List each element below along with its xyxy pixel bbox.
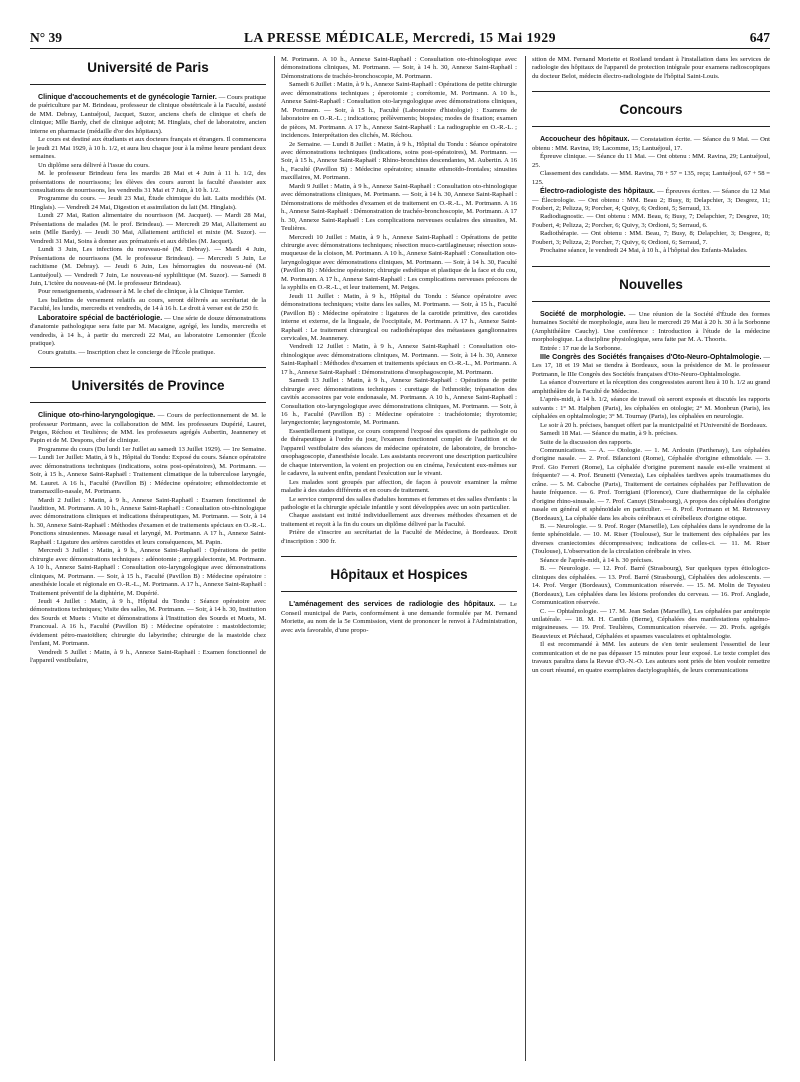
paragraph: Le soir à 20 h. précises, banquet offert par la municipalité et l'Université de Bordeaux. [540, 421, 768, 429]
paragraph: — Cours de perfectionnement de M. le professeur Portmann, avec la collaboration de MM. les professeurs Dupérié, Lauret, Petges, Réchou et Teulières; de MM. les professeurs agrégés Aubertin, Jeanneney et Papin et de M. Despons, chef de clinique. [30, 412, 266, 445]
column-2 [281, 56, 517, 1066]
paragraph: Radiothérapie. — Ont obtenu : MM. Beau, 7; Busy, 8; Delapchier, 3; Desgrez, 8; Foubert, 3; Pelizza, 2; Porcher, 7; Quivy, 6; Ordioni, 6; Serraud, 7. [532, 230, 770, 246]
paragraph: — Le Conseil municipal de Paris, conformément à une demande formulée par M. Fernand Moriette, au nom de la 5e Commission, vient de prononcer le renvoi à l'Administration, avec avis favorable, d'une propo- [281, 601, 517, 634]
paragraph: Jeudi 4 Juillet : Matin, à 9 h., Hôpital du Tondu : Séance opératoire avec démonstrations techniques; Visite des salles, M. Portmann. — Soir, à 14 h. 30, Institution des Sourds et Muets : Visite et démonstrations à l'Institution des Sourds et Muets, M. Francoual. A 16 h., Faculté (Pavillon B) : Médecine opératoire : mastoïdectomie; évidement pétro-mastoïdien; chirurgie du labyrinthe; chirurgie de la mastoïde chez l'enfant, M. Portmann. [30, 598, 266, 648]
paragraph: Vendredi 5 Juillet : Matin, à 9 h., Annexe Saint-Raphaël : Examen fonctionnel de l'appareil vestibulaire, [30, 648, 266, 665]
section-title-universites-province: Universités de Province [71, 378, 225, 394]
column-3 [532, 56, 770, 1066]
paragraph: Le service comprend des salles d'adultes hommes et femmes et des salles d'enfants : la pathologie et la chirurgie spéciale infantile y sont développées avec un soin particulier. [281, 495, 517, 512]
paragraph: Communications. — A. — Otologie. — 1. M. Ardouin (Parthenay), Les céphalées d'origine nasale. — 2. Prof. Bilancioni (Rome), Céphalée d'origine ethmoïdale. — 3. Prof. Gio Ferreri (Rome), La céphalée d'origine purement nasale est-elle vraiment si fréquente? — 4. Prof. Brunetti (Venezia), Les céphalées tardives après traumatismes du crâne. — 5. M. Caboche (Paris), Traitement de certaines céphalées par l'effluvation de haute fréquence. — 6. Prof. Torrigiani (Florence), Cure diathermique de la céphalée d'origine rhino-sinusale. — 7. Prof. Canuyt (Strasbourg), A propos des céphalées d'origine nasale en général et sphénoïdale en particulier. — 8. Prof. Portmann et M. Retrouvey (Bordeaux), La céphalée dans les abcès cérébraux et cérébelleux d'origine otique. [532, 446, 770, 522]
paragraph: Samedi 6 Juillet : Matin, à 9 h., Annexe Saint-Raphaël : Opérations de petite chirurgie avec démonstrations techniques ; éperotomie ; corrétomie, M. Portmann. A 10 h., Annexe Saint-Raphaël : Consultation oto-laryngologique avec démonstrations cliniques, M. Portmann. — Soir, à 15 h., Faculté (Laboratoire d'histologie) : Examens de laboratoire en O.-R.-L. ; indications; prélèvements; biopsies; modes de fixation; examen de pièces, M. Portmann. A 17 h., Annexe Saint-Raphaël : La radiographie en O.-R.-L. ; incidences. Interprétation des clichés, M. Réchou. [281, 81, 517, 140]
paragraph: Le cours est destiné aux étudiants et aux docteurs français et étrangers. Il commencera le jeudi 21 Mai 1929, à 10 h. 1/2, et aura lieu chaque jour à la même heure pendant deux semaines. [30, 136, 266, 161]
paragraph: — Une réunion de la Société d'Étude des formes humaines Société de morphologie, aura lieu le mercredi 29 Mai à 20 h. 30 à la Sorbonne (Amphithéâtre Cauchy). Une conférence : Introduction à l'étude de la médecine morphologique. La discipline physiologique, sera faite par M. A. Thooris. [532, 310, 770, 344]
paragraph: — Épreuves écrites. — Séance du 12 Mai — Électrologie. — Ont obtenu : MM. Beau 2; Busy, 8; Delapchier, 3; Desgrez, 11; Foubert, 2; Pelizza, 9; Porcher, 4; Quivy, 6; Ordioni, 5; Serraud, 13. [532, 188, 770, 212]
paragraph: Radiodiagnostic. — Ont obtenu : MM. Beau, 6; Busy, 7; Delapchier, 7; Desgrez, 10; Foubert, 4; Pelizza, 2; Porcher, 6; Quivy, 3; Ordioni, 5; Serraud, 6. [532, 213, 770, 229]
paragraph: Jeudi 11 Juillet : Matin, à 9 h., Hôpital du Tondu : Séance opératoire avec démonstrations techniques; visite dans les salles, M. Portmann. — Soir, à 15 h., Faculté (Pavillon B) : Médecine opératoire : ligatures de la carotide primitive, des carotides interne et externe, de la linguale, de l'occipitale, M. Portmann. A 17 h., Annexe Saint-Raphaël : Le traitement chirurgical ou radiothérapique des métastases ganglionnaires cervicales, M. Jeanneney. [281, 292, 517, 342]
paragraph: Épreuve clinique. — Séance du 11 Mai. — Ont obtenu : MM. Ravina, 29; Lantuéjoul, 25. [532, 153, 770, 169]
journal-title: LA PRESSE MÉDICALE, Mercredi, 15 Mai 1929 [243, 30, 557, 45]
section-title-concours: Concours [619, 102, 683, 118]
paragraph: — Cours pratique de puériculture par M. Brindeau, professeur de clinique obstétricale à la Faculté, assisté de MM. Debray, Lantuéjoul, Jacquet, Suzor, anciens chefs de clinique et chefs de clinique; Mlle Bardy, chef de clinique adjoint; M. Hinglais, chef de laboratoire, ancien interne en pharmacie (médaille d'or des hôpitaux). [30, 94, 266, 135]
paragraph: sition de MM. Fernand Moriette et Roëland tendant à l'installation dans les services de radiologie des hôpitaux de l'appareil de protection intégrale pour examens radioscopiques du docteur Belot, médecin électro-radiologiste de l'hôpital Saint-Louis. [532, 56, 770, 80]
column-divider [274, 56, 275, 1061]
divider [281, 556, 517, 557]
paragraph: Mardi 2 Juillet : Matin, à 9 h., Annexe Saint-Raphaël : Examen fonctionnel de l'audition, M. Portmann. A 10 h., Annexe Saint-Raphaël : Consultation oto-rhinologique avec démonstrations cliniques et indications thérapeutiques, M. Portmann. — Soir, à 14 h. 30, Annexe Saint-Raphaël : Méthodes d'examen et de traitements spéciaux en O.-R.-L. Ponctions sinusiennes. Massage nasal et laryngé, M. Portmann. A 17 h., Annexe Saint-Raphaël : Ligature des artères carotides et leurs conséquences, M. Papin. [30, 496, 266, 546]
paragraph: M. Portmann. A 10 h., Annexe Saint-Raphaël : Consultation oto-rhinologique avec démonstrations cliniques, M. Portmann. — Soir, à 14 h. 30, Annexe Saint-Raphaël : Démonstrations de trachéo-bronchoscopie, M. Portmann. [281, 56, 517, 80]
paragraph: Essentiellement pratique, ce cours comprend l'exposé des questions de pathologie ou de thérapeutique à l'ordre du jour, l'examen fonctionnel complet de l'audition et de l'appareil vestibulaire des séances de médecine opératoire, de laboratoire, de broncho-œsophagoscopie, d'anesthésie locale. Les assistants recevront une description particulière de chaque intervention, la voient en projection ou en cinéma, l'exécutent eux-mêmes sur le cadavre, la suivent enfin, pendant l'exécution sur le vivant. [281, 427, 517, 478]
paragraph: Samedi 13 Juillet : Matin, à 9 h., Annexe Saint-Raphaël : Opérations de petite chirurgie avec démonstrations techniques : curettage de l'ethmoïde; trépanation des cavités accessoires par voie endonasale, M. Portmann. A 10 h., Annexe Saint-Raphaël : Consultation oto-laryngologique avec démonstrations cliniques, M. Portmann. — Soir, à 16 h., Faculté (Pavillon B) : Médecine opératoire : trachéotomie; thyrotomie; laryngectomie; laryngostomie, M. Portmann. [281, 377, 517, 427]
paragraph: Mercredi 3 Juillet : Matin, à 9 h., Annexe Saint-Raphaël : Opérations de petite chirurgie avec démonstrations techniques : adénotomie ; amygdalectomie, M. Portmann. A 10 h., Annexe Saint-Raphaël : Consultation oto-laryngologique avec démonstrations cliniques, M. Portmann. — Soir, à 15 h., Faculté (Pavillon B) : Médecine opératoire : anesthésie locale et régionale en O.-R.-L., M. Portmann. A 17 h., Annexe Saint-Raphaël : Traitement préventif de la diphtérie, M. Dupérié. [30, 547, 266, 597]
subheading: Électro-radiologiste des hôpitaux. [540, 187, 655, 196]
subheading: IIIe Congrès des Sociétés françaises d'Oto-Neuro-Ophtalmologie. [540, 352, 762, 361]
subheading: L'aménagement des services de radiologie des hôpitaux. [289, 600, 496, 609]
paragraph: Chaque assistant est initié individuellement aux diverses méthodes d'examen et de traitement et reçoit à la fin du cours un diplôme délivré par la Faculté. [281, 512, 517, 528]
paragraph: Les bulletins de versement relatifs au cours, seront délivrés au secrétariat de la Faculté, les lundis, mercredis et vendredis, de 14 à 16 h. Le droit à verser est de 250 fr. [30, 296, 266, 313]
subheading: Accoucheur des hôpitaux. [540, 135, 630, 144]
divider [30, 402, 266, 403]
paragraph: Pour renseignements, s'adresser à M. le chef de clinique, à la Clinique Tarnier. [38, 288, 245, 296]
subheading: Clinique d'accouchements et de gynécologie Tarnier. [38, 93, 217, 101]
section-title-hopitaux: Hôpitaux et Hospices [330, 567, 468, 583]
paragraph: La séance d'ouverture et la réception des congressistes auront lieu à 10 h. 1/2 au grand amphithéâtre de la Faculté de Médecine. [532, 379, 770, 395]
paragraph: B. — Neurologie. — 12. Prof. Barré (Strasbourg), Sur quelques types étiologico-cliniques des céphalées. — 13. Prof. Barré (Strasbourg), Céphalées des adolescents. — 14. Prof. Verger (Bordeaux), Communication réservée. — 15. M. Molin de Teyssieu (Bordeaux), Les céphalées dans les lésions profondes du cerveau. — 16. Prof. Anglade, Communication réservée. [532, 565, 770, 607]
page-header [30, 28, 770, 49]
paragraph: M. le professeur Brindeau fera les mardis 28 Mai et 4 Juin à 11 h. 1/2, des présentations de nourrissons; les élèves des cours auront la faculté d'assister aux consultations de nourrissons, les vendredis 31 Mai et 7 Juin, à 10 h. 1/2. [30, 170, 266, 194]
paragraph: Mercredi 10 Juillet : Matin, à 9 h., Annexe Saint-Raphaël : Opérations de petite chirurgie avec démonstrations techniques; résection muco-cartilagineuse; résection sous-muqueuse de la cloison, M. Portmann. A 10 h., Annexe Saint-Raphaël : Consultation oto-laryngologique avec démonstrations cliniques, M. Portmann. — Soir, à 14 h. 30, Faculté (Pavillon B) : Médecine opératoire; chirurgie esthétique et plastique de la face et du cou, M. Portmann. A 17 h., Annexe Saint-Raphaël : Les complications nerveuses précoces de la syphilis en O.-R.-L., et leur traitement, M. Petges. [281, 233, 517, 292]
divider [532, 301, 770, 302]
column-1 [30, 56, 266, 1066]
divider [532, 266, 770, 267]
section-title-nouvelles: Nouvelles [619, 276, 683, 292]
divider [532, 126, 770, 127]
paragraph: Un diplôme sera délivré à l'issue du cours. [38, 161, 150, 169]
divider [281, 591, 517, 592]
subheading: Société de morphologie. [540, 309, 626, 318]
paragraph: Programme du cours (Du lundi 1er Juillet au samedi 13 Juillet 1929). — 1re Semaine. — Lundi 1er Juillet: Matin, à 9 h., Hôpital du Tondu: Exposé du cours. Séance opératoire avec démonstrations techniques (indications, soins post-opératoires), M. Portmann. — Soir, à 15 h., Annexe Saint-Raphaël : Traitement climatique de la tuberculose laryngée, M. Lauret. A 16 h., Faculté (Pavillon B) : Médecine opératoire; ethmoïdectomie et transmaxillo-nasale, M. Portmann. [30, 445, 266, 496]
paragraph: C. — Ophtalmologie. — 17. M. Jean Sedan (Marseille), Les céphalées par amétropie unilatérale. — 18. M. H. Cantilo (Berne), Céphalées des manifestations ophtalmo-migraineuses. — 19. Prof. Teulières, Communication réservée. — 20. Profs. agrégés Beauvieux et Piéchaud, Céphalées et spasmes vasculaires et ophtalmologie. [532, 607, 770, 640]
paragraph: — Constatation écrite. — Séance du 9 Mai. — Ont obtenu : MM. Ravina, 19; Lacomme, 15; Lantuéjoul, 17. [532, 136, 770, 152]
paragraph: L'après-midi, à 14 h. 1/2, séance de travail où seront exposés et discutés les rapports suivants : 1° M. Halphen (Paris), les céphalées en otologie; 2° M. Monbrun (Paris), les céphalées en ophtalmologie; 3° M. Tournay (Paris), les céphalées en neurologie. [532, 396, 770, 421]
paragraph: Séance de l'après-midi, à 14 h. 30 précises. [540, 556, 654, 564]
paragraph: Il est recommandé à MM. les auteurs de s'en tenir seulement l'essentiel de leur communication et de ne pas dépasser 15 minutes pour leur exposé. Le texte complet des travaux paraîtra dans la Revue d'O.-N.-O. Les auteurs sont priés de bien vouloir remettre un court résumé, en quatre exemplaires dactylographiés, de leurs communications [532, 641, 770, 674]
paragraph: Vendredi 12 Juillet : Matin, à 9 h., Annexe Saint-Raphaël : Consultation oto-rhinologique avec démonstrations cliniques, M. Portmann. — Soir, à 14 h. 30, Annexe Saint-Raphaël : Méthodes d'examen et traitements spéciaux en O.-R.-L., M. Portmann. A 17 h., Annexe Saint-Raphaël : Démonstrations d'œsophagoscopie, M. Portmann. [281, 343, 517, 376]
section-title-universite-paris: Université de Paris [87, 60, 209, 75]
paragraph: Lundi 3 Juin, Les infections du nouveau-né (M. Debray). — Mardi 4 Juin, Présentations de nourrissons (M. le professeur Brindeau). — Mercredi 5 Juin, Le rachitisme (M. Debray). — Jeudi 6 Juin, Les hémorragies du nouveau-né (M. Lantuéjoul). — Vendredi 7 Juin, Le nouveau-né syphilitique (M. Suzor). — Samedi 8 Juin, L'ictère du nouveau-né (M. le professeur Brindeau). [30, 246, 266, 287]
paragraph: Samedi 18 Mai. — Séance du matin, à 9 h. précises. [540, 430, 678, 438]
paragraph: — Les 17, 18 et 19 Mai se tiendra à Bordeaux, sous la présidence de M. le professeur Portmann, le IIIe Congrès des Sociétés françaises d'Oto-Neuro-Ophtalmologie. [532, 353, 770, 378]
paragraph: Mardi 9 Juillet : Matin, à 9 h., Annexe Saint-Raphaël : Consultation oto-rhinologique avec démonstrations cliniques, M. Portmann. — Soir, à 14 h. 30, Annexe Saint-Raphaël : Démonstrations de méthodes d'examen et de traitement en O.-R.-L., M. Portmann. A 16 h., Annexe Saint-Raphaël : Démonstration de trachéo-bronchoscopie, M. Portmann. A 17 h. 30, Annexe Saint-Raphaël : Les complications nerveuses oculaires des sinusites, M. Teulières. [281, 182, 517, 233]
paragraph: B. — Neurologie. — 9. Prof. Roger (Marseille), Les céphalées dans le syndrome de la fente sphénoïdale. — 10. M. Riser (Toulouse), Sur le traitement des céphalées par les diverses craniectomies décompressives; indications de celles-ci. — 11. M. Riser (Toulouse), L'observation de la circulation cérébrale in vivo. [532, 523, 770, 556]
paragraph: Prière de s'inscrire au secrétariat de la Faculté de Médecine, à Bordeaux. Droit d'inscription : 300 fr. [281, 529, 517, 545]
paragraph: Suite de la discussion des rapports. [540, 438, 633, 446]
paragraph: 2e Semaine. — Lundi 8 Juillet : Matin, à 9 h., Hôpital du Tondu : Séance opératoire avec démonstrations techniques (indications, soins post-opératoires), M. Portmann. — Soir, à 15 h., Annexe Saint-Raphaël : Rhino-bronchites descendantes, M. Aubertin. A 16 h., Faculté (Pavillon B) : Médecine opératoire; sinusite ethmoïdo-frontales; sinusites maxillaires, M. Portmann. [281, 140, 517, 182]
paragraph: Les malades sont groupés par affection, de façon à pouvoir examiner la même maladie à des stades différents et en cours de traitement. [281, 478, 517, 495]
paragraph: Lundi 27 Mai, Ration alimentaire du nourrisson (M. Jacquet). — Mardi 28 Mai, Présentations de malades (M. le prof. Brindeau). — Mercredi 29 Mai, Allaitement au sein (Mlle Bardy). — Jeudi 30 Mai, Allaitement artificiel et mixte (M. Suzor). — Vendredi 31 Mai, Soins à donner aux prématurés et aux débiles (M. Jacquet). [30, 212, 266, 245]
column-divider [525, 56, 526, 1061]
paragraph: Classement des candidats. — MM. Ravina, 78 + 57 = 135, reçu; Lantuéjoul, 67 + 58 = 125. [532, 170, 770, 186]
divider [30, 367, 266, 368]
paragraph: Prochaine séance, le vendredi 24 Mai, à 10 h., à l'hôpital des Enfants-Malades. [540, 247, 748, 255]
page-number: 647 [749, 30, 770, 45]
subheading: Clinique oto-rhino-laryngologique. [38, 411, 156, 420]
paragraph: Programme du cours. — Jeudi 23 Mai, Étude chimique du lait. Laits modifiés (M. Hinglais). — Vendredi 24 Mai, Digestion et assimilation du lait (M. Hinglais). [30, 195, 266, 211]
paragraph: Entrée : 17 rue de la Sorbonne. [540, 344, 622, 352]
subheading: Laboratoire spécial de bactériologie. [38, 313, 163, 322]
paragraph: Cours gratuits. — Inscription chez le concierge de l'École pratique. [38, 348, 216, 356]
divider [30, 84, 266, 85]
issue-number: N° 39 [30, 30, 63, 45]
divider [532, 91, 770, 92]
paragraph: — Une série de douze démonstrations d'anatomie pathologique sera faite par M. Macaigne, agrégé, les lundis, mercredis et vendredis, à 14 h., à partir du mercredi 22 Mai, au laboratoire Lemonnier (École pratique). [30, 314, 266, 348]
